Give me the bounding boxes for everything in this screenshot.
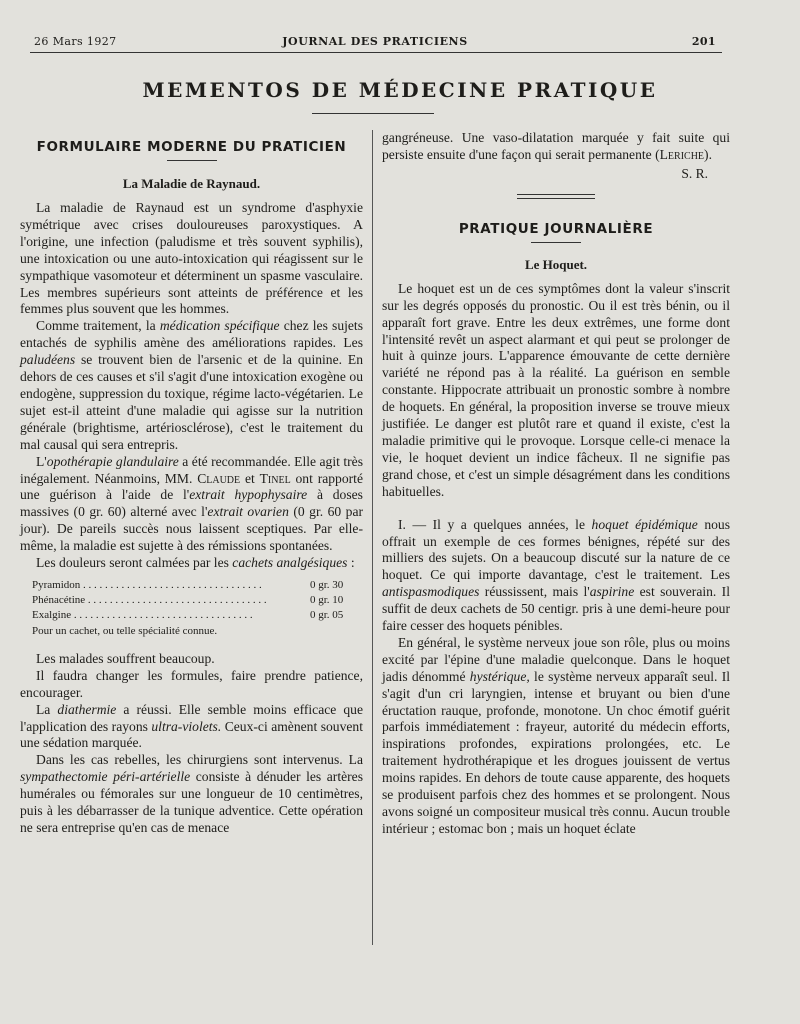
formula-dose: 0 gr. 10	[310, 593, 344, 606]
paragraph: La diathermie a réussi. Elle semble moins efficace que l'application des rayons ultra-violets. Ceux-ci amènent souvent une sédation marquée.	[20, 701, 363, 751]
column-divider	[372, 130, 373, 945]
section-title-pratique: PRATIQUE JOURNALIÈRE	[458, 220, 654, 237]
section-rule	[167, 160, 217, 161]
right-column	[382, 130, 730, 838]
paragraph: Les malades souffrent beaucoup.	[36, 650, 215, 666]
formula-row	[32, 578, 352, 593]
header-journal-title: JOURNAL DES PRATICIENS	[282, 35, 468, 48]
formula-note: Pour un cachet, ou telle spécialité connue.	[32, 624, 218, 637]
section-title-formulaire: FORMULAIRE MODERNE DU PRATICIEN	[36, 139, 347, 155]
section-rule	[531, 242, 581, 243]
formula-dose: 0 gr. 05	[310, 608, 344, 621]
double-rule	[517, 194, 595, 199]
header-date: 26 Mars 1927	[34, 35, 117, 48]
formula-drug: Exalgine . . .	[32, 608, 302, 623]
title-rule	[312, 113, 434, 114]
formula-row	[32, 608, 352, 623]
paragraph: Le hoquet est un de ces symptômes dont la valeur s'inscrit sur les degrés opposés du pronostic. Ou il est très bénin, ou il apparaît fort grave. Entre les deux extrêmes, une forme dont l'intensité revêt un aspect alarmant et qui peut se prolonger de huit à quinze jours. L'apparence émouvante de cette dernière variété ne répond pas à la réalité. La guérison en semble constante. Hippocrate attribuait un pronostic sombre à nombre de hoquets. En général, la proposition inverse se trouve mieux justifiée. Le danger est plutôt rare et quand il existe, c'est la maladie primitive qui le provoque. Lorsque celle-ci menace la vie, le hoquet devient un indice fâcheux. Il ne signifie pas grand chose, et c'est un simple désagrément dans les conditions habituelles.	[382, 280, 730, 499]
page-title: MEMENTOS DE MÉDECINE PRATIQUE	[142, 78, 658, 102]
left-column	[20, 130, 363, 837]
article-title-hoquet: Le Hoquet.	[524, 256, 588, 272]
paragraph: L'opothérapie glandulaire a été recommandée. Elle agit très inégalement. Néanmoins, MM. Claude et Tinel ont rapporté une guérison à l'aide de l'extrait hypophysaire à doses massives (0 gr. 60) alterné avec l'extrait ovarien (0 gr. 60 par jour). De pareils succès nous laissent sceptiques. Par elle-même, la maladie est sujette à des rémissions spontanées.	[20, 453, 363, 554]
formula-drug: Phénacétine . . .	[32, 593, 302, 608]
paragraph: La maladie de Raynaud est un syndrome d'asphyxie symétrique avec crises douloureuses paroxystiques. A l'origine, une infection (paludisme et très souvent syphilis), une intoxication ou une auto-intoxication qui réagissent sur le sympathique vasomoteur et déterminent un spasme vasculaire. Les membres supérieurs sont atteints de préférence et les femmes plus souvent que les hommes.	[20, 200, 363, 317]
formula-row	[32, 593, 352, 608]
paragraph: I. — Il y a quelques années, le hoquet épidémique nous offrait un exemple de ces formes bénignes, répété sur des milliers des sujets. On a beaucoup discuté sur la nature de ce hoquet. Ce qui importe davantage, c'est le traitement. Les antispasmodiques réussissent, mais l'aspirine est souverain. Il suffit de deux cachets de 50 centigr. pris à une demi-heure pour faire cesser des hoquets pénibles.	[382, 516, 730, 634]
paragraph: Les douleurs seront calmées par les cachets analgésiques :	[36, 555, 355, 571]
paragraph: Il faudra changer les formules, faire prendre patience, encourager.	[20, 667, 363, 700]
header-rule	[30, 52, 722, 53]
paragraph-continuation: gangréneuse. Une vaso-dilatation marquée y fait suite qui persiste ensuite d'une façon qui serait permanente (Leriche).	[382, 130, 730, 162]
page-number: 201	[691, 35, 716, 48]
author-signature: S. R.	[681, 165, 708, 181]
prescription-formula	[32, 578, 363, 639]
paragraph: Dans les cas rebelles, les chirurgiens sont intervenus. La sympathectomie péri-artérielle consiste à dénuder les artères humérales ou fémorales sur une longueur de 10 centimètres, puis à les débarrasser de la tunique adventice. Cette opération ne sera entreprise qu'en cas de menace	[20, 752, 363, 835]
paragraph: Comme traitement, la médication spécifique chez les sujets entachés de syphilis amène des améliorations rapides. Les paludéens se trouvent bien de l'arsenic et de la quinine. En dehors de ces causes et s'il s'agit d'une intoxication exogène ou endogène, suppression du toxique, régime lacto-végétarien. Le sujet est-il atteint d'une maladie qui agisse sur la nutrition générale (brightisme, artériosclérose), c'est le traitement du mal causal qui sera entrepris.	[20, 318, 363, 452]
paragraph: En général, le système nerveux joue son rôle, plus ou moins excité par l'épine d'une maladie quelconque. Dans le hoquet jadis dénommé hystérique, le système nerveux apparaît seul. Il s'agit d'un cri laryngien, intense et bruyant ou bien d'une éructation rauque, profonde, monotone. Un choc émotif guérit parfois immédiatement : frayeur, autorité du médecin efforts, inspirations profondes, expirations prolongées, etc. Le traitement hydrothérapique et les drogues jouissent de vertus moins rapides. En dehors de toute cause apparente, des hoquets se produisent parfois chez des hommes et se prolongent. Nous avons soigné un compositeur musical très connu. Aucun trouble intérieur ; estomac bon ; mais un hoquet éclate	[382, 634, 730, 836]
article-title-raynaud: La Maladie de Raynaud.	[122, 176, 261, 191]
formula-dose: 0 gr. 30	[310, 578, 344, 591]
formula-drug: Pyramidon . . .	[32, 578, 302, 593]
